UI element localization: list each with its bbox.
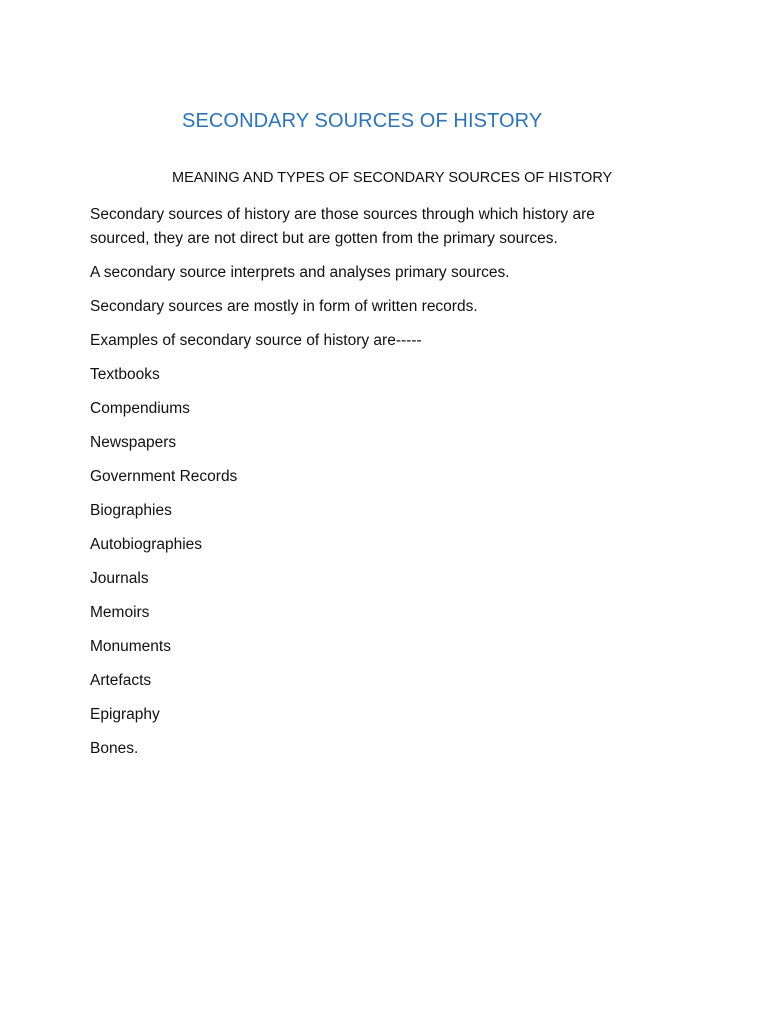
examples-list [90,363,650,761]
list-item: Memoirs [90,604,150,621]
paragraph-definition: Secondary sources of history are those sources through which history are sourced, they are not direct but are gotten from the primary sources. [90,206,595,247]
paragraph-interprets: A secondary source interprets and analyses primary sources. [90,264,510,281]
list-item: Artefacts [90,672,152,689]
list-item: Compendiums [90,400,190,417]
list-item: Autobiographies [90,536,203,553]
list-item: Monuments [90,638,171,655]
list-item: Epigraphy [90,706,160,723]
page-title: SECONDARY SOURCES OF HISTORY [182,110,543,132]
list-item: Bones. [90,740,139,757]
paragraph-written-records: Secondary sources are mostly in form of written records. [90,298,478,315]
paragraph-examples-intro: Examples of secondary source of history are----- [90,332,422,349]
list-item: Biographies [90,502,172,519]
list-item: Textbooks [90,366,160,383]
list-item: Newspapers [90,434,177,451]
document-body [90,203,650,771]
list-item: Journals [90,570,149,587]
section-heading: MEANING AND TYPES OF SECONDARY SOURCES OF HISTORY [172,170,613,186]
list-item: Government Records [90,468,238,485]
